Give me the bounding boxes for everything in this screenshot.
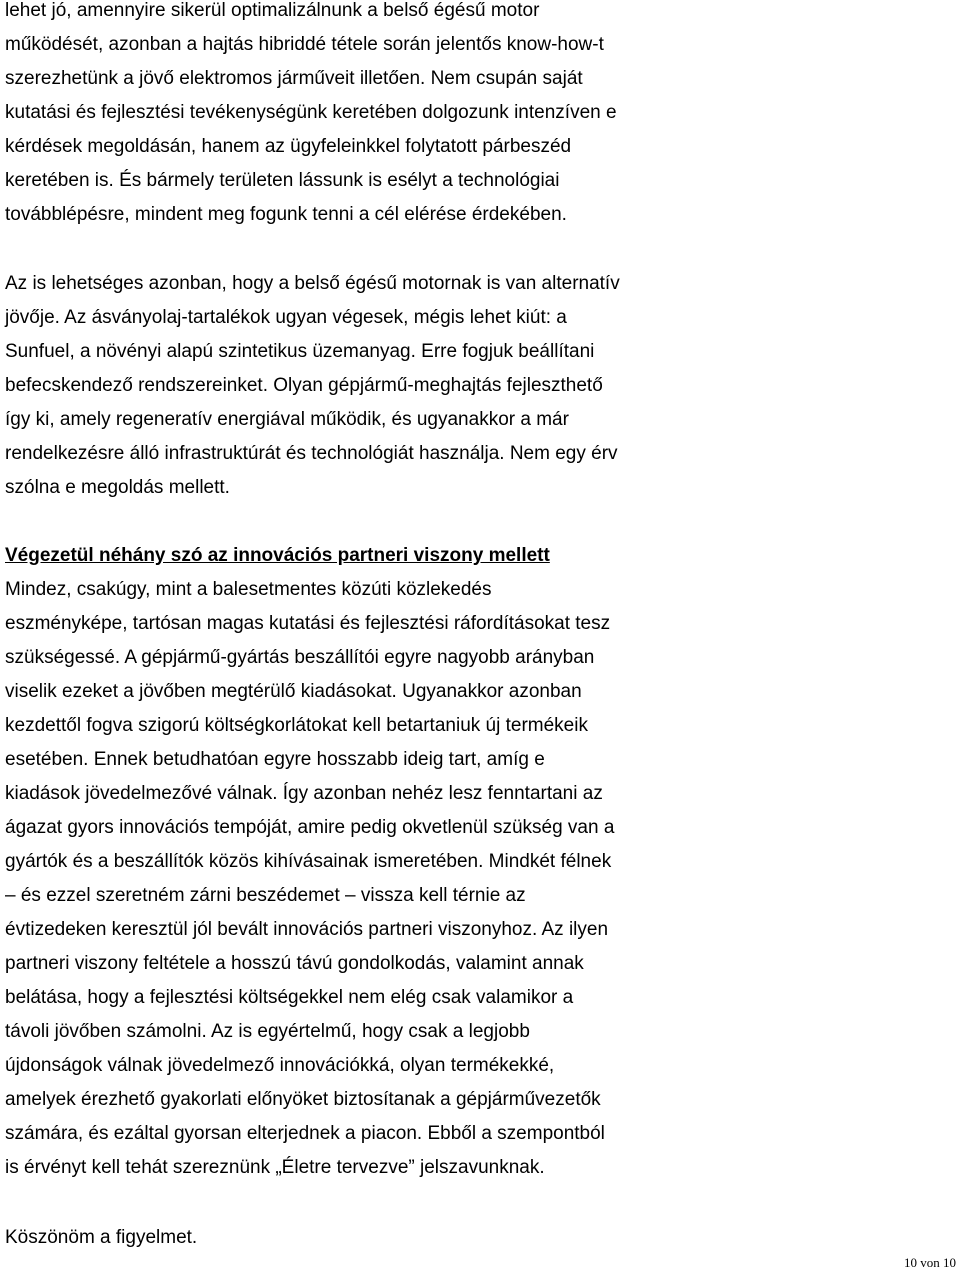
text-line: is érvényt kell tehát szereznünk „Életre tervezve” jelszavunknak.: [5, 1157, 545, 1178]
text-line: esetében. Ennek betudhatóan egyre hosszabb ideig tart, amíg e: [5, 749, 545, 770]
text-line: partneri viszony feltétele a hosszú távú gondolkodás, valamint annak: [5, 953, 584, 974]
text-line: Sunfuel, a növényi alapú szintetikus üzemanyag. Erre fogjuk beállítani: [5, 341, 595, 362]
closing-paragraph: [5, 1221, 197, 1255]
text-line: rendelkezésre álló infrastruktúrát és technológiát használja. Nem egy érv: [5, 443, 618, 464]
text-line: kutatási és fejlesztési tevékenységünk keretében dolgozunk intenzíven e: [5, 102, 617, 123]
text-line: kiadások jövedelmezővé válnak. Így azonban nehéz lesz fenntartani az: [5, 783, 603, 804]
section-heading: Végezetül néhány szó az innovációs partneri viszony mellett: [5, 545, 550, 566]
text-line: távoli jövőben számolni. Az is egyértelmű, hogy csak a legjobb: [5, 1021, 530, 1042]
closing-text: Köszönöm a figyelmet.: [5, 1227, 198, 1248]
text-line: így ki, amely regeneratív energiával működik, és ugyanakkor a már: [5, 409, 569, 430]
text-line: szükségessé. A gépjármű-gyártás beszállítói egyre nagyobb arányban: [5, 647, 595, 668]
text-line: kezdettől fogva szigorú költségkorlátokat kell betartaniuk új termékeik: [5, 715, 588, 736]
text-line: újdonságok válnak jövedelmező innovációkká, olyan termékekké,: [5, 1055, 555, 1076]
section-innovation-partnership: [5, 539, 614, 1185]
text-line: befecskendező rendszereinket. Olyan gépjármű-meghajtás fejleszthető: [5, 375, 603, 396]
page-number: 10 von 10: [904, 1255, 956, 1270]
text-line: évtizedeken keresztül jól bevált innovációs partneri viszonyhoz. Az ilyen: [5, 919, 609, 940]
text-line: működését, azonban a hajtás hibriddé tétele során jelentős know-how-t: [5, 34, 604, 55]
text-line: továbblépésre, mindent meg fogunk tenni a cél elérése érdekében.: [5, 204, 567, 225]
text-line: ágazat gyors innovációs tempóját, amire pedig okvetlenül szükség van a: [5, 817, 615, 838]
text-line: viselik ezeket a jövőben megtérülő kiadásokat. Ugyanakkor azonban: [5, 681, 582, 702]
text-line: – és ezzel szeretném zárni beszédemet – vissza kell térnie az: [5, 885, 526, 906]
text-line: eszményképe, tartósan magas kutatási és fejlesztési ráfordításokat tesz: [5, 613, 611, 634]
text-line: jövője. Az ásványolaj-tartalékok ugyan végesek, mégis lehet kiút: a: [5, 307, 567, 328]
paragraph-hybrid-drive: [5, 0, 617, 232]
text-line: keretében is. És bármely területen lássunk is esélyt a technológiai: [5, 170, 560, 191]
text-line: gyártók és a beszállítók közös kihívásainak ismeretében. Mindkét félnek: [5, 851, 612, 872]
text-line: számára, és ezáltal gyorsan elterjednek a piacon. Ebből a szempontból: [5, 1123, 605, 1144]
text-line: kérdések megoldásán, hanem az ügyfeleinkkel folytatott párbeszéd: [5, 136, 572, 157]
paragraph-sunfuel: [5, 267, 620, 505]
text-line: Mindez, csakúgy, mint a balesetmentes közúti közlekedés: [5, 579, 492, 600]
text-line: belátása, hogy a fejlesztési költségekkel nem elég csak valamikor a: [5, 987, 574, 1008]
text-line: lehet jó, amennyire sikerül optimalizálnunk a belső égésű motor: [5, 0, 540, 21]
text-line: szerezhetünk a jövő elektromos járműveit illetően. Nem csupán saját: [5, 68, 583, 89]
text-line: szólna e megoldás mellett.: [5, 477, 230, 498]
text-line: amelyek érezhető gyakorlati előnyöket biztosítanak a gépjárművezetők: [5, 1089, 601, 1110]
text-line: Az is lehetséges azonban, hogy a belső égésű motornak is van alternatív: [5, 273, 620, 294]
